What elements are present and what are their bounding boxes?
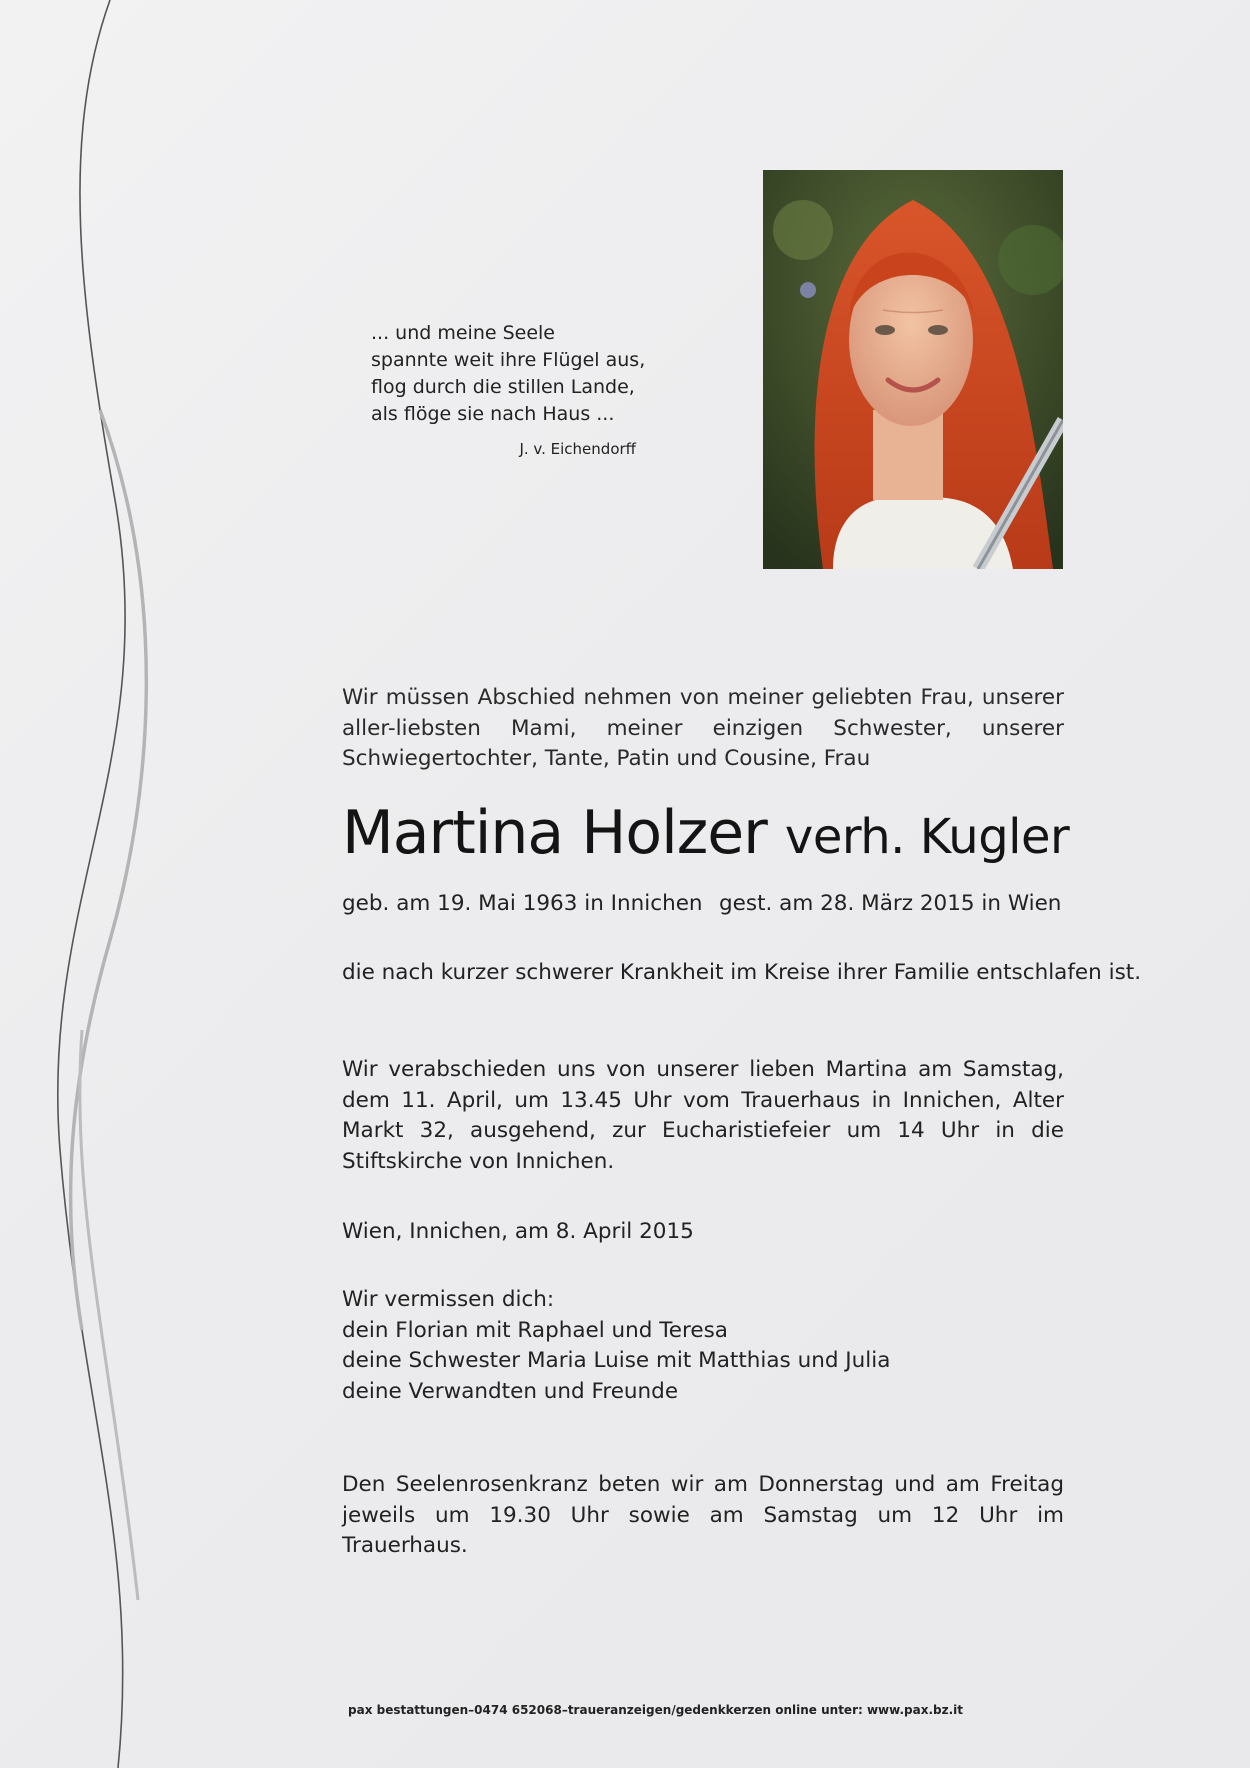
- deceased-name: [342, 796, 1070, 874]
- place-date: Wien, Innichen, am 8. April 2015: [342, 1219, 694, 1244]
- quote-author: J. v. Eichendorff: [519, 440, 636, 458]
- quote-line: flog durch die stillen Lande,: [371, 376, 635, 398]
- ceremony-text: Wir verabschieden uns von unserer lieben Martina am Samstag, dem 11. April, um 13.45 Uhr vom Trauerhaus in Innichen, Alter Markt 32, ausgehend, zur Eucharistiefeier um 14 Uhr in die Stiftskirche von Innichen.: [342, 1057, 1064, 1174]
- family-signatures: [342, 1285, 1064, 1407]
- quote-line: ... und meine Seele: [371, 322, 555, 344]
- life-dates: [342, 889, 1064, 919]
- epigraph-quote: [371, 320, 646, 428]
- intro-text: Wir müssen Abschied nehmen von meiner geliebten Frau, unserer aller-liebsten Mami, meiner einzigen Schwester, unserer Schwiegertochter, Tante, Patin und Cousine, Frau: [342, 685, 1064, 771]
- quote-line: als flöge sie nach Haus ...: [371, 403, 615, 425]
- rosary-text: Den Seelenrosenkranz beten wir am Donnerstag und am Freitag jeweils um 19.30 Uhr sowie am Samstag um 12 Uhr im Trauerhaus.: [342, 1472, 1064, 1558]
- decor-curve-light-2: [80, 1030, 138, 1600]
- deceased-full-name: Martina Holzer: [342, 798, 767, 868]
- decor-curve-light-1: [71, 410, 147, 1330]
- birth-date: geb. am 19. Mai 1963 in Innichen: [342, 891, 703, 916]
- family-line: dein Florian mit Raphael und Teresa: [342, 1317, 728, 1343]
- deceased-married-name: verh. Kugler: [784, 809, 1070, 865]
- family-line: Wir vermissen dich:: [342, 1287, 555, 1312]
- family-line: deine Schwester Maria Luise mit Matthias und Julia: [342, 1348, 891, 1373]
- portrait-photo: [763, 170, 1063, 569]
- decor-curve-dark: [58, 0, 125, 1768]
- quote-line: spannte weit ihre Flügel aus,: [371, 349, 646, 371]
- death-date: gest. am 28. März 2015 in Wien: [719, 891, 1062, 916]
- decorative-curves: [0, 0, 200, 1768]
- passing-text: die nach kurzer schwerer Krankheit im Kreise ihrer Familie entschlafen ist.: [342, 960, 1142, 985]
- family-line: deine Verwandten und Freunde: [342, 1378, 679, 1404]
- footer-contact: pax bestattungen–0474 652068–traueranzeigen/gedenkkerzen online unter: www.pax.bz.it: [348, 1703, 963, 1717]
